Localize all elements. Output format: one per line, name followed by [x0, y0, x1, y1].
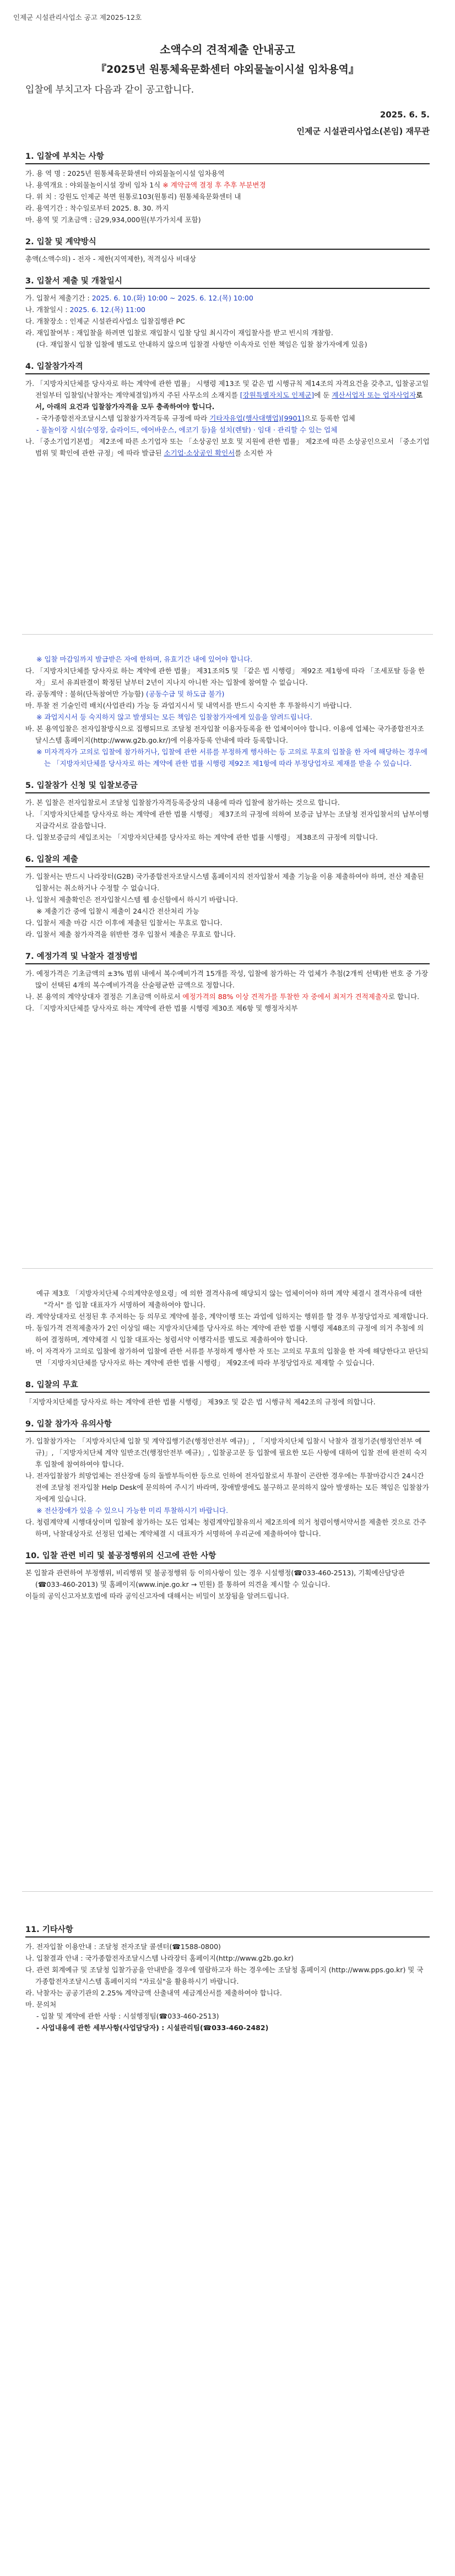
page-4: [25, 1913, 430, 2033]
list-item: - 국가종합전자조달시스템 입찰참가자격등록 규정에 따라 기타자유업(행사대행업)[9901]으로 등록한 업체: [36, 414, 355, 422]
list-item: 마. 투찰 전 기술인력 배치(사업관리) 가능 등 과업지시서 및 내역서를 반드시 숙지한 후 투찰하시기 바랍니다.: [25, 701, 352, 710]
contact-item: - 사업내용에 관한 세부사항(사업담당자) : 시설관리팀(☎033-460-2482): [36, 2024, 269, 2032]
list-item: 다. 청렴계약제 시행대상이며 입찰에 참가하는 모든 업체는 청렴계약입찰유의서 제2조의에 의거 청렴이행서약서를 제출한 것으로 간주하며, 낙찰대상자로 선정된 업체는 계약체결 시 대표자가 서명하여 우리군에 제출하여야 합니다.: [25, 1518, 426, 1538]
list-item: 라. 계약상대자로 선정된 후 주저하는 등 의무로 계약에 불응, 계약이행 또는 과업에 임하지는 행위를 할 경우 부정당업자로 제재합니다.: [25, 1312, 429, 1321]
issuing-org: 인제군 시설관리사업소(본임) 재무관: [296, 126, 430, 136]
list-item: (다. 재입찰시 입찰 입찰에 별도로 안내하지 않으며 입찰결 사항만 이속자로 인한 책임은 입찰 참가자에게 있음): [36, 340, 367, 348]
page-divider: [22, 634, 433, 635]
list-item: ※ 전산장애가 있을 수 있으니 가능한 미리 투찰하시기 바랍니다.: [36, 1506, 229, 1515]
list-item: ※ 미자격자가 고의로 입찰에 참가하거나, 입찰에 관한 서류를 부정하게 행사하는 등 고의로 무효의 입찰을 한 자에 해당하는 경우에는 「지방자치단체를 당사자로 하는 계약에 관한 법률 시행령 제92조 제1항에 따라 부정당업자로 제재를 받을 수 있습니다.: [36, 748, 427, 768]
notice-number: 인제군 시설관리사업소 공고 제2025-12호: [13, 13, 142, 22]
list-item: 나. 전자입찰참가 희망업체는 전산장애 등의 돌발부득이한 등으로 인하여 전자입찰로서 투찰이 곤란한 경우에는 투찰마감시간 24시간 전에 조달청 전자입찰 Help Desk에 문의하여 주시기 바라며, 장애발생에도 불구하고 문의하지 않아 발생하는 모든 책임은 입찰참가자에게 있습니다.: [25, 1472, 429, 1503]
section-3-title: 3. 입찰서 제출 및 개찰일시: [25, 275, 430, 289]
list-item: 마. 동일가격 견적제출자가 2인 이상일 때는 지방자치단체를 당사자로 하는 계약에 관한 법률 시행령 제48조의 규정에 의거 추첨에 의하여 결정하며, 계약체결 시 입찰 대표자는 청렴서약 이행각서를 별도로 제출하여야 합니다.: [25, 1324, 424, 1344]
list-item: 총액(소액수의) - 전자 - 제한(지역제한), 적격심사 비대상: [25, 255, 196, 263]
list-item: 가. 입찰서는 반드시 나라장터(G2B) 국가종합전자조달시스템 홈페이지의 전자입찰서 제출 기능을 이용 제출하여야 하며, 전산 제출된 입찰서는 취소하거나 수정할 수 없습니다.: [25, 872, 424, 892]
list-item: 가. 본 입찰은 전자입찰로서 조달청 입찰참가자격등록증상의 내용에 따라 입찰에 참가하는 것으로 합니다.: [25, 798, 340, 807]
section-7-title: 7. 예정가격 및 낙찰자 결정방법: [25, 950, 430, 964]
section-9-title: 9. 입찰 참가자 유의사항: [25, 1418, 430, 1432]
list-item: 나. 「지방자치단체를 당사자로 하는 계약에 관한 법률 시행령」 제37조의 규정에 의하여 보증금 납부는 조달청 전자입찰서의 납부이행 지급각서로 갈음합니다.: [25, 810, 429, 830]
list-item: 다. 입찰보증금의 세입조치는 「지방자치단체를 당사자로 하는 계약에 관한 법률 시행령」 제38조의 규정에 의합니다.: [25, 833, 378, 841]
page-divider: [22, 1268, 433, 1269]
contact-item: - 입찰 및 계약에 관한 사항 : 시설행정팀(☎033-460-2513): [36, 2012, 219, 2020]
section-5-title: 5. 입찰참가 신청 및 입찰보증금: [25, 779, 430, 793]
list-item: 라. 재입찰여부 : 재입찰을 하려면 입찰로 재입찰시 입찰 당일 최시각이 재입찰사를 받고 빈시의 개찰함.: [25, 329, 333, 337]
page-1: [25, 41, 430, 459]
lead-text: 입찰에 부치고자 다음과 같이 공고합니다.: [25, 84, 194, 95]
page-2: [25, 653, 430, 1014]
section-1-title: 1. 입찰에 부치는 사항: [25, 150, 430, 164]
section-6-title: 6. 입찰의 제출: [25, 853, 430, 867]
list-item: 다. 관련 회계예규 및 조달청 입찰가공을 안내받을 경우에 열람하고자 하는 경우에는 조달청 홈페이지 (http://www.pps.go.kr) 및 국가종합전자조달시스템 홈페이지의 "자료실"을 활용하시기 바랍니다.: [25, 1966, 424, 1985]
list-item: 마. 문의처: [25, 2000, 57, 2009]
list-item: ※ 입찰 마감일까지 발급받은 자에 한하며, 유효기간 내에 있어야 합니다.: [36, 655, 253, 663]
list-item: 「지방자치단체를 당사자로 하는 계약에 관한 법률 시행령」 제39조 및 같은 법 시행규칙 제42조의 규정에 의합니다.: [25, 1398, 376, 1406]
section-2-title: 2. 입찰 및 계약방식: [25, 235, 430, 250]
page-title: 소액수의 견적제출 안내공고: [160, 43, 295, 56]
list-item: 나. 입찰서 제출확인은 전자입찰시스템 웹 송신함에서 하시기 바랍니다.: [25, 895, 238, 904]
list-item: 나. 입찰결과 안내 : 국가종합전자조달시스템 나라장터 홈페이지(http://www.g2b.go.kr): [25, 1954, 294, 1962]
red-note: ※ 계약금액 결정 후 추후 부분변경: [162, 181, 266, 189]
section-10-title: 10. 입찰 관련 비리 및 불공정행위의 신고에 관한 사항: [25, 1549, 430, 1564]
list-item: 나. 본 용역의 계약상대자 결정은 기초금액 이하로서 예정가격의 88% 이상 견적가를 투찰한 자 중에서 최저가 견적제출자로 합니다.: [25, 992, 420, 1001]
list-item: 가. 입찰참가자는 「지방자치단체 입찰 및 계약집행기준(행정안전부 예규)」, 「지방자치단체 입찰시 낙찰자 결정기준(행정안전부 예규)」, 「지방자치단체 계약 일반조건(행정안전부 예규)」, 입찰공고문 등 입찰에 필요한 모든 사항에 대하여 입찰 전에 완전히 숙지 후 입찰에 참여하여야 합니다.: [25, 1437, 427, 1468]
section-4-title: 4. 입찰참가자격: [25, 360, 430, 374]
list-item: 라. 공동계약 : 불허(단독참여만 가능함) (공동수급 및 하도급 불가): [25, 690, 225, 698]
list-item: 본 입찰과 관련하여 부정행위, 비리행위 및 불공정행위 등 이의사항이 있는 경우 시설행정(☎033-460-2513), 기획예산담당관(☎033-460-2013) 및 홈페이지(www.inje.go.kr → 민원) 를 통하여 의견을 제시할 수 있습니다.: [25, 1569, 405, 1588]
list-item: 마. 용역 및 기초금액 : 금29,934,000원(부가가치세 포함): [25, 216, 201, 224]
list-item: 다. 위 치 : 강원도 인제군 북면 원통로103(원통리) 원통체육문화센터 내: [25, 192, 241, 201]
list-item: 나. 「중소기업기본법」 제2조에 따른 소기업자 또는 「소상공인 보호 및 지원에 관한 법률」 제2조에 따른 소상공인으로서 「중소기업 범위 및 확인에 관한 규정」에 따라 발급된 소기업·소상공인 확인서를 소지한 자: [25, 437, 430, 457]
page-3: [25, 1287, 430, 1602]
list-item: 라. 낙찰자는 공공기관의 2.25% 계약금액 산출내역 세금계산서를 제출하여야 합니다.: [25, 1989, 282, 1997]
list-item: 라. 입찰서 제출 참가자격을 위반한 경우 입찰서 제출은 무효로 합니다.: [25, 930, 236, 938]
list-item: 나. 개찰일시 : 2025. 6. 12.(목) 11:00: [25, 305, 145, 314]
list-item: 가. 예정가격은 기초금액의 ±3% 범위 내에서 복수예비가격 15개를 작성, 입찰에 참가하는 각 업체가 추첨(2개씩 선택)한 번호 중 가장 많이 선택된 4개의 복수예비가격을 산술평균한 금액으로 정합니다.: [25, 969, 429, 989]
page-subtitle: 『2025년 원통체육문화센터 야외물놀이시설 임차용역』: [96, 63, 359, 76]
list-item: ※ 제출기간 중에 입찰시 제출이 24시간 전산처리 가능: [36, 907, 199, 915]
list-item: 예규 제3호 「지방자치단체 수의계약운영요령」에 의한 결격사유에 해당되지 않는 업체이어야 하며 계약 체결시 결격사유에 대한 "각서" 를 입찰 대표자가 서명하여 제출하여야 합니다.: [36, 1289, 422, 1309]
list-item: 다. 「지방자치단체를 당사자로 하는 계약에 관한 법률」 제31조의5 및 「같은 법 시행령」 제92조 제1항에 따라 「조세포탈 등을 한 자」 로서 유죄판결이 확정된 날부터 2년이 지나지 아니한 자는 입찰에 참여할 수 없습니다.: [25, 667, 425, 686]
list-item: 가. 「지방자치단체를 당사자로 하는 계약에 관한 법률」 시행령 제13조 및 같은 법 시행규칙 제14조의 자격요건을 갖추고, 입찰공고일 전일부터 입찰일(낙찰자는 계약체결일)까지 주된 사무소의 소재지를 [강원특별자치도 인제군]에 둔 계산서업자 또는 업자사업자로서, 아래의 요건과 입찰참가자격을 모두 충족하여야 합니다.: [25, 379, 429, 411]
page-divider: [22, 1891, 433, 1892]
notice-date: 2025. 6. 5.: [380, 110, 430, 120]
section-11-title: 11. 기타사항: [25, 1923, 430, 1938]
section-8-title: 8. 입찰의 무효: [25, 1378, 430, 1393]
list-item: 이들의 공익신고자보호법에 따라 공익신고자에 대해서는 비밀이 보장됨을 알려드립니다.: [25, 1592, 289, 1600]
list-item: - 물놀이장 시설(수영장, 슬라이드, 에어바운스, 에코기 등)을 설치(렌탈) · 임대 · 관리할 수 있는 업체: [36, 426, 338, 434]
list-item: ※ 과업지시서 등 숙지하지 않고 발생되는 모든 책임은 입찰참가자에게 있음을 알려드립니다.: [36, 713, 312, 721]
list-item: 가. 용 역 명 : 2025년 원통체육문화센터 야외물놀이시설 임차용역: [25, 169, 225, 178]
list-item: 바. 본 용역입찰은 전자입찰방식으로 집행되므로 조달청 전자입찰 이용자등록을 한 업체이어야 합니다. 이용에 업체는 국가종합전자조달시스템 홈페이지(http://www.g2b.go.kr/)에 이용자등록 안내에 따라 등록합니다.: [25, 724, 424, 744]
list-item: 가. 전자입찰 이용안내 : 조달청 전자조달 콜센터(☎1588-0800): [25, 1942, 221, 1951]
list-item: 다. 입찰서 제출 마감 시간 이후에 제출된 입찰서는 무효로 합니다.: [25, 919, 223, 927]
list-item: 가. 입찰서 제출기간 : 2025. 6. 10.(화) 10:00 ~ 2025. 6. 12.(목) 10:00: [25, 294, 253, 302]
list-item: 다. 「지방자치단체를 당사자로 하는 계약에 관한 법률 시행령 제30조 제6항 및 행정자치부: [25, 1004, 298, 1012]
list-item: 다. 개찰장소 : 인제군 시설관리사업소 입찰집행관 PC: [25, 317, 185, 325]
list-item: 바. 이 자격자가 고의로 입찰에 참가하여 입찰에 관한 서류를 부정하게 행사한 자 또는 고의로 무효의 입찰을 한 자에 해당한다고 판단되면 「지방자치단체를 당사자로 하는 계약에 관한 법률 시행령」 제92조에 따라 부정당업자로 제재할 수 있습니다.: [25, 1347, 429, 1367]
list-item: 나. 용역개요 : 야외물놀이시설 장비 임차 1식 ※ 계약금액 결정 후 추후 부분변경: [25, 181, 266, 189]
list-item: 라. 용역기간 : 착수일로부터 2025. 8. 30. 까지: [25, 204, 169, 212]
